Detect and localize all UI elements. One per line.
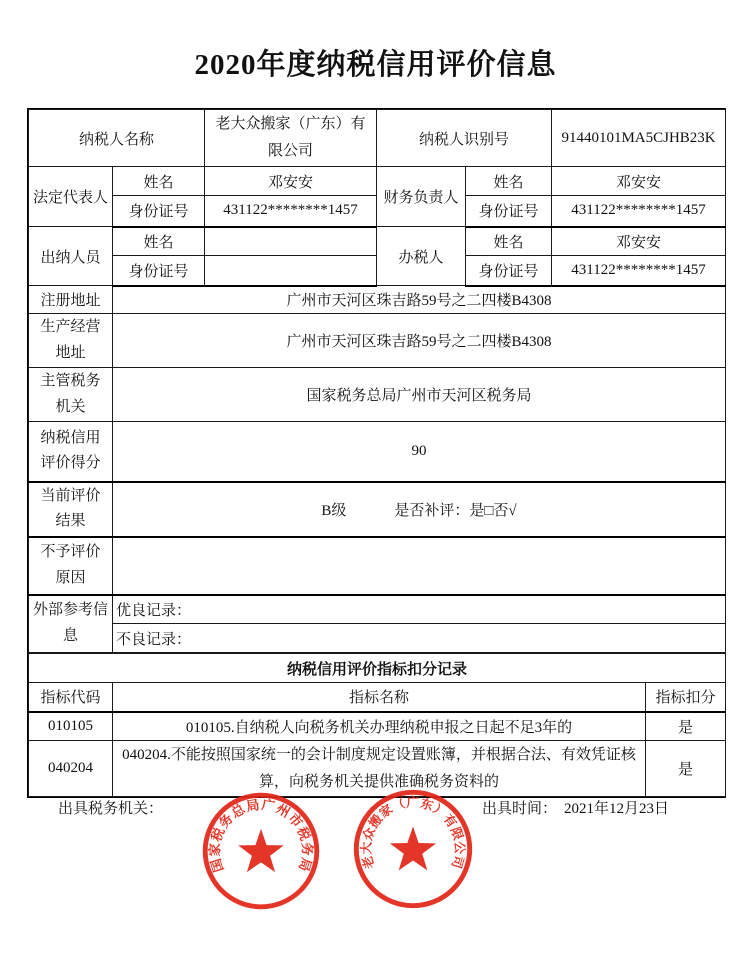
column-header-name: 指标名称 <box>113 683 646 712</box>
table-row <box>29 227 726 256</box>
deduction-score: 是 <box>646 741 726 797</box>
table-row <box>29 286 726 314</box>
table-row <box>29 683 726 712</box>
legal-rep-id: 431122********1457 <box>205 196 377 227</box>
deduction-name: 010105.自纳税人向税务机关办理纳税申报之日起不足3年的 <box>113 712 646 741</box>
current-result-grade: B级 <box>321 502 347 519</box>
id-label: 身份证号 <box>113 196 205 227</box>
current-result-note: 是否补评：是□否√ <box>394 502 517 519</box>
no-eval-reason-label-text: 不予评价原因 <box>40 544 101 586</box>
finance-officer-label: 财务负责人 <box>377 167 466 227</box>
taxpayer-name-text: 老大众搬家（广东）有限公司 <box>215 116 366 159</box>
tax-authority-label <box>29 368 113 422</box>
page-title: 2020年度纳税信用评价信息 <box>194 49 557 81</box>
table-row <box>29 654 726 683</box>
id-label: 身份证号 <box>466 196 552 227</box>
name-label: 姓名 <box>113 227 205 256</box>
no-eval-reason-label <box>29 537 113 595</box>
tax-authority-value: 国家税务总局广州市天河区税务局 <box>113 368 726 422</box>
taxpayer-id-label: 纳税人识别号 <box>377 110 552 167</box>
info-table-container <box>27 108 726 798</box>
deduction-section-title: 纳税信用评价指标扣分记录 <box>29 654 726 683</box>
name-label: 姓名 <box>113 167 205 196</box>
table-row <box>29 422 726 482</box>
legal-rep-name: 邓安安 <box>205 167 377 196</box>
bad-record-label: 不良记录： <box>113 624 726 653</box>
company-seal <box>350 786 476 912</box>
issuer-label: 出具税务机关： <box>58 801 164 817</box>
credit-score-label <box>29 422 113 482</box>
seal-text: 老大众搬家（广东）有限公司 <box>359 795 467 871</box>
good-record-label: 优良记录： <box>113 595 726 624</box>
tax-agent-name: 邓安安 <box>552 227 726 256</box>
table-row <box>29 167 726 196</box>
deduction-code: 040204 <box>29 741 113 797</box>
issue-date: 2021年12月23日 <box>564 801 670 817</box>
taxpayer-name-label: 纳税人名称 <box>29 110 205 167</box>
tax-agent-id: 431122********1457 <box>552 256 726 286</box>
finance-officer-name: 邓安安 <box>552 167 726 196</box>
table-row <box>29 314 726 368</box>
tax-authority-label-text: 主管税务机关 <box>40 373 101 415</box>
name-label: 姓名 <box>466 167 552 196</box>
credit-score-value: 90 <box>113 422 726 482</box>
column-header-score: 指标扣分 <box>646 683 726 712</box>
tax-bureau-seal <box>199 789 323 913</box>
table-row <box>29 537 726 595</box>
deduction-name: 040204.不能按照国家统一的会计制度规定设置账簿，并根据合法、有效凭证核算，向税务机关提供准确税务资料的 <box>113 741 646 797</box>
legal-rep-label: 法定代表人 <box>29 167 113 227</box>
cashier-label: 出纳人员 <box>29 227 113 286</box>
tax-agent-label: 办税人 <box>377 227 466 286</box>
registered-address-value: 广州市天河区珠吉路59号之二四楼B4308 <box>113 286 726 314</box>
column-header-code: 指标代码 <box>29 683 113 712</box>
deduction-score: 是 <box>646 712 726 741</box>
deduction-code: 010105 <box>29 712 113 741</box>
no-eval-reason-value <box>113 537 726 595</box>
seal-star-icon <box>390 827 436 871</box>
current-result-label <box>29 482 113 537</box>
current-result-label-text: 当前评价结果 <box>40 487 101 529</box>
seal-text: 国家税务总局广州市税务局 <box>207 796 315 875</box>
cashier-name <box>205 227 377 256</box>
id-label: 身份证号 <box>466 256 552 286</box>
taxpayer-info-table <box>28 109 726 653</box>
table-row <box>29 368 726 422</box>
external-ref-label <box>29 595 113 653</box>
name-label: 姓名 <box>466 227 552 256</box>
registered-address-label: 注册地址 <box>29 286 113 314</box>
table-row <box>29 595 726 624</box>
business-address-value: 广州市天河区珠吉路59号之二四楼B4308 <box>113 314 726 368</box>
seal-star-icon <box>238 829 284 872</box>
deduction-table <box>28 653 726 797</box>
credit-score-label-text: 纳税信用评价得分 <box>40 429 101 472</box>
finance-officer-id: 431122********1457 <box>552 196 726 227</box>
taxpayer-name-value <box>205 110 377 167</box>
external-ref-label-text: 外部参考信息 <box>32 602 108 644</box>
business-address-label-text: 生产经营地址 <box>40 319 101 361</box>
business-address-label <box>29 314 113 368</box>
table-row <box>29 482 726 537</box>
cashier-id <box>205 256 377 286</box>
current-result-value <box>113 482 726 537</box>
table-row <box>29 712 726 741</box>
taxpayer-id-value: 91440101MA5CJHB23K <box>552 110 726 167</box>
table-row <box>29 110 726 167</box>
issue-time-label: 出具时间： <box>482 801 558 817</box>
id-label: 身份证号 <box>113 256 205 286</box>
table-row <box>29 624 726 653</box>
